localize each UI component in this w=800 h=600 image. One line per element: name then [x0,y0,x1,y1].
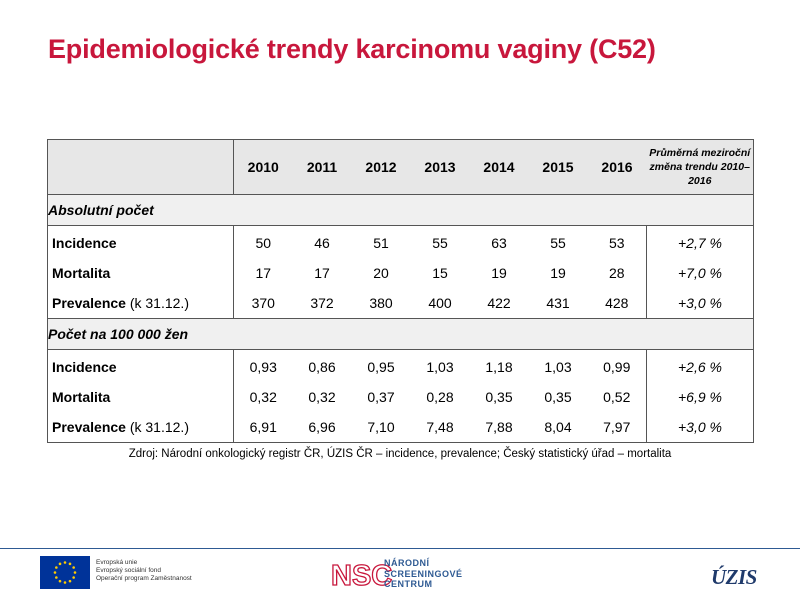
value-cell: 19 [491,265,507,281]
value-cell: 0,37 [367,389,395,405]
value-cell: 370 [234,288,293,319]
value-cell: 53 [608,235,625,251]
trend-cell: +6,9 % [647,382,754,412]
nsc-line: CENTRUM [384,579,433,589]
value-cell: 431 [529,288,588,319]
year-header: 2010 [234,140,293,195]
value-cell: 428 [588,288,647,319]
table-row [48,350,754,383]
value-cell: 0,32 [308,389,336,405]
row-label [48,226,234,259]
value-cell: 63 [491,235,507,251]
table-header-row [48,140,754,195]
trend-header: Průměrná meziroční změna trendu 2010–2016 [647,140,754,195]
value-cell: 15 [432,265,448,281]
value-cell: 7,88 [470,412,529,443]
header-corner [48,140,234,195]
table-row [48,288,754,319]
value-cell: 400 [411,288,470,319]
eu-logo-text [96,559,192,583]
eu-star [69,580,72,583]
page-title: Epidemiologické trendy karcinomu vaginy (C52) [48,34,656,64]
row-label-main: Incidence [52,235,117,251]
row-label-main: Mortalita [52,389,111,405]
eu-line: Evropský sociální fond [96,567,162,574]
eu-star [59,563,62,566]
value-cell: 380 [352,288,411,319]
year-header: 2016 [588,140,647,195]
trend-table [47,139,754,443]
eu-star [72,576,75,579]
nsc-logo-text [384,558,463,590]
row-label-main: Mortalita [52,265,111,281]
nsc-line: SCREENINGOVÉ [384,568,463,579]
value-cell: 0,28 [426,389,454,405]
value-cell: 20 [373,265,389,281]
trend-cell: +7,0 % [647,258,754,288]
section-label: Počet na 100 000 žen [48,319,754,350]
value-cell: 422 [470,288,529,319]
row-label-suffix: (k 31.12.) [125,419,189,435]
value-cell: 0,93 [249,359,277,375]
year-header: 2014 [470,140,529,195]
eu-star [74,571,77,574]
section-label: Absolutní počet [48,195,754,226]
value-cell: 6,96 [293,412,352,443]
value-cell: 7,48 [411,412,470,443]
value-cell: 1,03 [426,359,454,375]
nsc-mark: NSC [331,560,393,592]
row-label-suffix: (k 31.12.) [125,295,189,311]
eu-flag-logo [40,556,90,589]
row-label [48,288,234,319]
section-row [48,319,754,350]
value-cell: 0,95 [367,359,395,375]
table-row [48,226,754,259]
value-cell: 7,97 [588,412,647,443]
value-cell: 8,04 [529,412,588,443]
eu-star [64,581,67,584]
section-row [48,195,754,226]
value-cell: 46 [314,235,330,251]
value-cell: 0,52 [603,389,631,405]
value-cell: 55 [550,235,566,251]
value-cell: 0,32 [249,389,277,405]
trend-cell: +3,0 % [647,412,754,443]
nsc-line: NÁRODNÍ [384,558,430,568]
row-label [48,382,234,412]
table-row [48,412,754,443]
eu-star [64,561,67,564]
eu-star [55,566,58,569]
value-cell: 0,99 [603,359,631,375]
year-header: 2015 [529,140,588,195]
value-cell: 1,18 [485,359,513,375]
value-cell: 0,86 [308,359,336,375]
value-cell: 28 [608,265,625,281]
year-header: 2011 [293,140,352,195]
row-label [48,258,234,288]
eu-star [54,571,57,574]
year-header: 2013 [411,140,470,195]
trend-cell: +3,0 % [647,288,754,319]
value-cell: 0,35 [485,389,513,405]
eu-star [69,563,72,566]
source-note: Zdroj: Národní onkologický registr ČR, ÚZIS ČR – incidence, prevalence; Český statistický úřad – mortalita [128,448,672,460]
value-cell: 50 [255,235,272,251]
eu-star [72,566,75,569]
value-cell: 17 [314,265,330,281]
value-cell: 55 [432,235,448,251]
value-cell: 1,03 [544,359,572,375]
table-row [48,258,754,288]
uzis-logo: ÚZIS [711,565,757,589]
trend-cell: +2,6 % [647,350,754,383]
row-label [48,350,234,383]
eu-star [55,576,58,579]
eu-line: Evropská unie [96,559,138,566]
table-row [48,382,754,412]
value-cell: 0,35 [544,389,572,405]
trend-cell: +2,7 % [647,226,754,259]
row-label-main: Prevalence [52,419,126,435]
row-label-main: Incidence [52,359,117,375]
value-cell: 7,10 [352,412,411,443]
row-label [48,412,234,443]
value-cell: 51 [373,235,389,251]
value-cell: 17 [255,265,272,281]
value-cell: 372 [293,288,352,319]
row-label-main: Prevalence [52,295,126,311]
footer-divider [0,548,800,549]
year-header: 2012 [352,140,411,195]
value-cell: 6,91 [234,412,293,443]
eu-line: Operační program Zaměstnanost [96,575,192,582]
value-cell: 19 [550,265,566,281]
eu-star [59,580,62,583]
